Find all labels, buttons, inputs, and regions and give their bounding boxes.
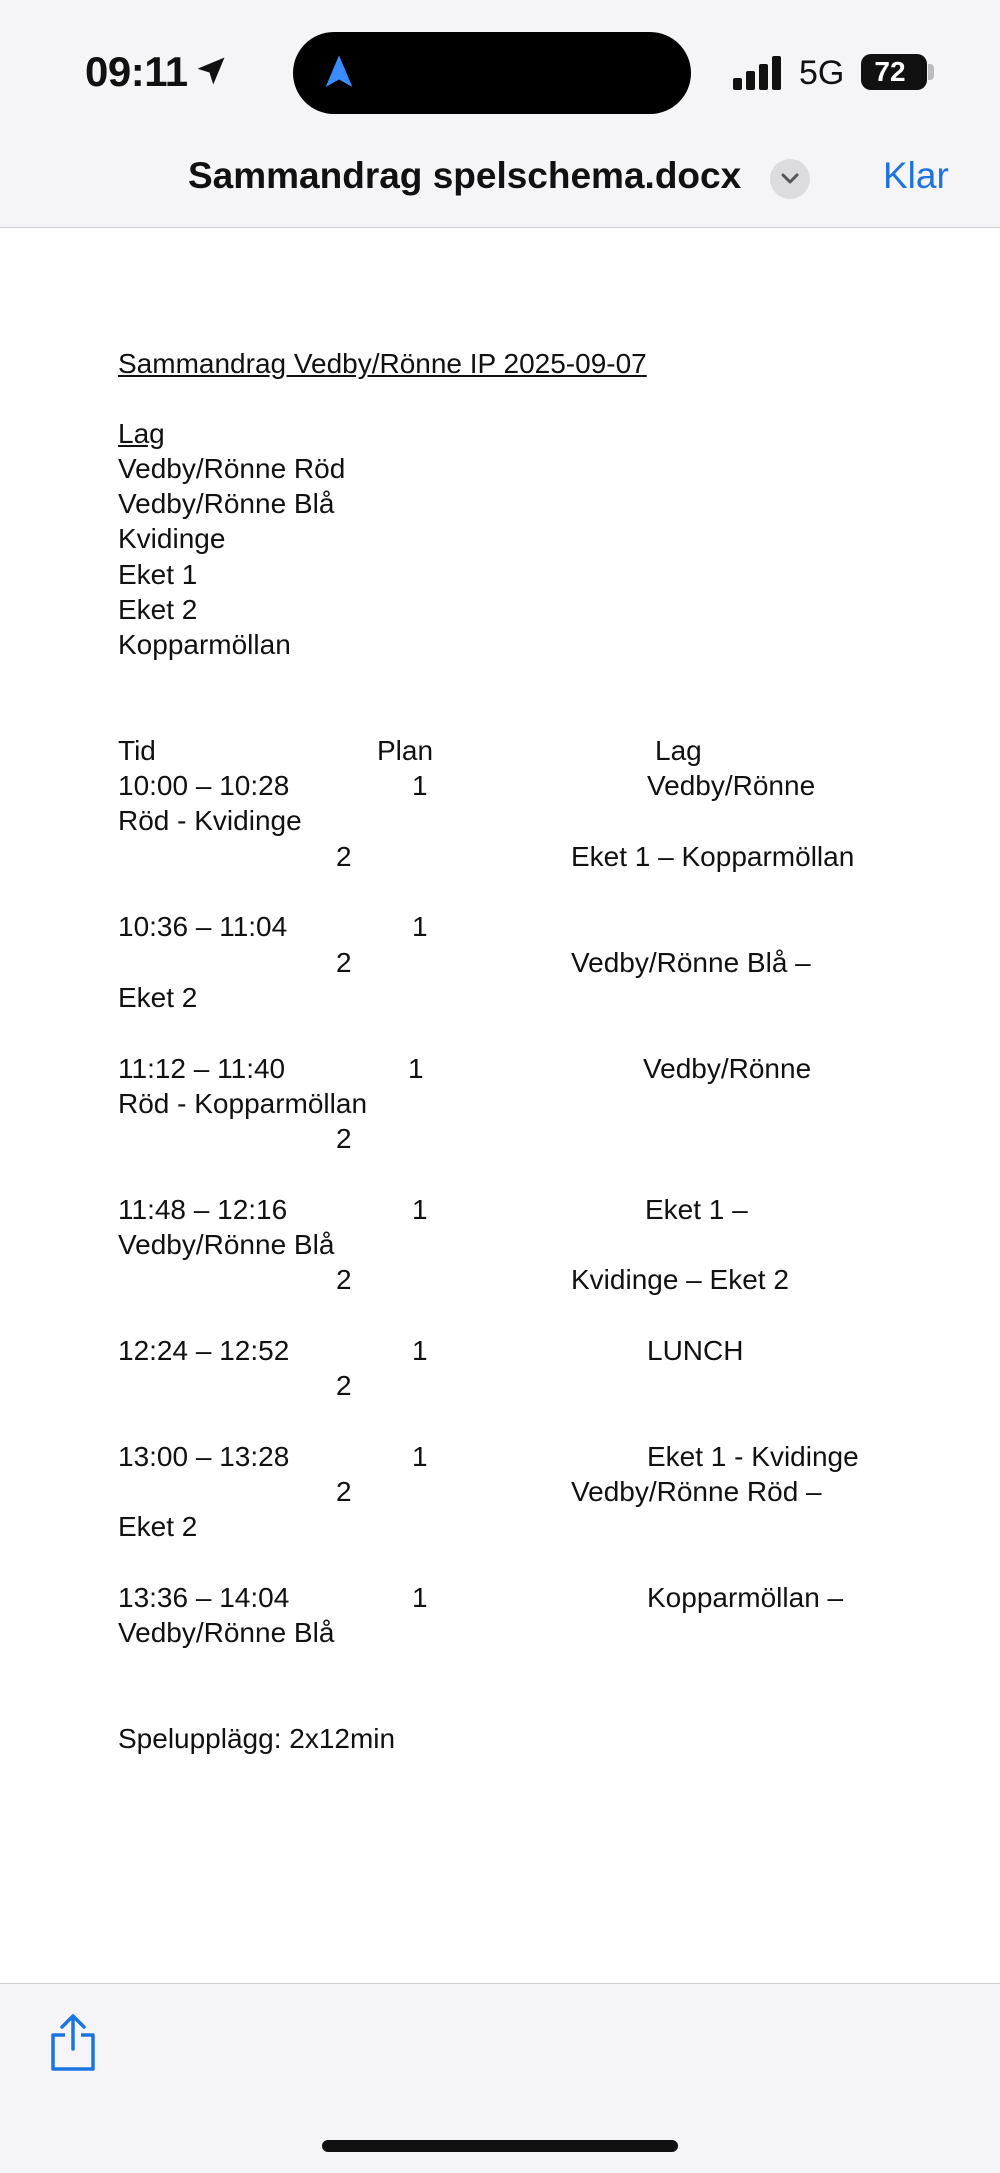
plan-number: 2 <box>336 1264 352 1295</box>
game-format-note: Spelupplägg: 2x12min <box>118 1723 396 1754</box>
battery-level: 72 <box>874 56 906 87</box>
plan-number: 1 <box>412 1582 428 1613</box>
document-heading: Sammandrag Vedby/Rönne IP 2025-09-07 <box>118 348 647 379</box>
plan-number: 1 <box>408 1053 424 1084</box>
team-item: Eket 1 <box>118 559 198 590</box>
teams-heading: Lag <box>118 418 165 449</box>
dynamic-island <box>293 32 691 114</box>
team-item: Eket 2 <box>118 594 198 625</box>
slot-time: 10:00 – 10:28 <box>118 770 290 801</box>
slot-time: 10:36 – 11:04 <box>118 911 288 942</box>
match-text: Eket 1 - Kvidinge <box>647 1441 859 1472</box>
column-header-team: Lag <box>655 735 702 766</box>
plan-number: 2 <box>336 1123 352 1154</box>
team-item: Kvidinge <box>118 523 226 554</box>
plan-number: 1 <box>412 1441 428 1472</box>
slot-time: 13:00 – 13:28 <box>118 1441 290 1472</box>
match-text: Kopparmöllan – <box>647 1582 844 1613</box>
plan-number: 2 <box>336 1476 352 1507</box>
navigation-arrow-icon <box>319 52 359 92</box>
document-title[interactable]: Sammandrag spelschema.docx <box>188 155 742 196</box>
column-header-time: Tid <box>118 735 156 766</box>
chevron-down-icon <box>780 171 800 187</box>
team-item: Vedby/Rönne Blå <box>118 488 335 519</box>
match-text: Vedby/Rönne Röd – <box>571 1476 822 1507</box>
battery-indicator <box>861 54 927 90</box>
plan-number: 1 <box>412 1194 428 1225</box>
plan-number: 2 <box>336 947 352 978</box>
cellular-signal-icon <box>733 56 783 90</box>
match-text: Vedby/Rönne Blå <box>118 1229 335 1260</box>
slot-time: 12:24 – 12:52 <box>118 1335 290 1366</box>
match-text: Vedby/Rönne Blå <box>118 1617 335 1648</box>
match-text: Eket 1 – <box>645 1194 748 1225</box>
plan-number: 2 <box>336 1370 352 1401</box>
match-text: LUNCH <box>647 1335 744 1366</box>
match-text: Röd - Kopparmöllan <box>118 1088 368 1119</box>
slot-time: 11:12 – 11:40 <box>118 1053 286 1084</box>
match-text: Vedby/Rönne <box>643 1053 812 1084</box>
match-text: Vedby/Rönne <box>647 770 816 801</box>
share-icon[interactable] <box>48 2013 98 2073</box>
match-text: Eket 2 <box>118 982 198 1013</box>
slot-time: 11:48 – 12:16 <box>118 1194 288 1225</box>
network-type: 5G <box>799 54 845 92</box>
column-header-plan: Plan <box>377 735 434 766</box>
match-text: Röd - Kvidinge <box>118 805 302 836</box>
match-text: Eket 1 – Kopparmöllan <box>571 841 855 872</box>
plan-number: 1 <box>412 770 428 801</box>
plan-number: 1 <box>412 911 428 942</box>
battery-cap <box>928 64 934 80</box>
match-text: Eket 2 <box>118 1511 198 1542</box>
slot-time: 13:36 – 14:04 <box>118 1582 290 1613</box>
match-text: Kvidinge – Eket 2 <box>571 1264 789 1295</box>
done-button[interactable]: Klar <box>883 155 949 196</box>
team-item: Vedby/Rönne Röd <box>118 453 346 484</box>
plan-number: 2 <box>336 841 352 872</box>
location-arrow-icon <box>193 53 229 89</box>
match-text: Vedby/Rönne Blå – <box>571 947 811 978</box>
status-time: 09:11 <box>85 48 188 95</box>
team-item: Kopparmöllan <box>118 629 291 660</box>
title-menu-button[interactable] <box>770 159 810 199</box>
home-indicator <box>322 2140 678 2152</box>
plan-number: 1 <box>412 1335 428 1366</box>
